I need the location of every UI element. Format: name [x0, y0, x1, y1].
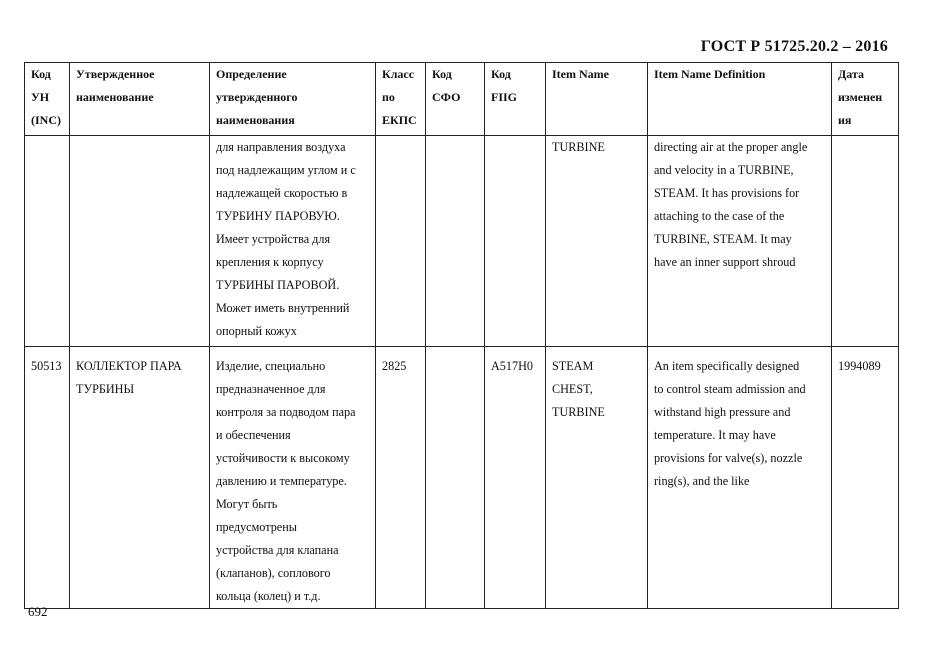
table-header-row	[25, 63, 899, 136]
col-header-item-name: Item Name	[546, 63, 648, 136]
cell-item-name: TURBINE	[546, 136, 648, 347]
col-header-fiig-code: Код FIIG	[485, 63, 546, 136]
col-header-change-date: Дата изменен ия	[832, 63, 899, 136]
cell-fiig-code	[485, 136, 546, 347]
cell-fiig-code: A517H0	[485, 347, 546, 609]
cell-inc	[25, 136, 70, 347]
document-header: ГОСТ Р 51725.20.2 – 2016	[700, 38, 888, 55]
cell-change-date	[832, 136, 899, 347]
cell-class-ekps	[376, 136, 426, 347]
cell-sfo-code	[426, 347, 485, 609]
cell-definition-ru: Изделие, специально предназначенное для контроля за подводом пара и обеспечения устойчивости к высокому давлению и температуре. Могут быть предусмотрены устройства для клапана (клапанов), соплового кольца (колец) и т.д.	[210, 347, 376, 609]
cell-approved-name	[70, 136, 210, 347]
col-header-approved-name: Утвержденное наименование	[70, 63, 210, 136]
page-number: 692	[28, 604, 48, 619]
col-header-class-ekps: Класс по ЕКПС	[376, 63, 426, 136]
table-row	[25, 136, 899, 347]
cell-item-name-definition: An item specifically designed to control steam admission and withstand high pressure and temperature. It may have provisions for valve(s), nozzle ring(s), and the like	[648, 347, 832, 609]
cell-change-date: 1994089	[832, 347, 899, 609]
cell-class-ekps: 2825	[376, 347, 426, 609]
catalog-table	[24, 62, 899, 609]
cell-definition-ru: для направления воздуха под надлежащим углом и с надлежащей скоростью в ТУРБИНУ ПАРОВУЮ. Имеет устройства для крепления к корпусу ТУРБИНЫ ПАРОВОЙ. Может иметь внутренний опорный кожух	[210, 136, 376, 347]
cell-item-name-definition: directing air at the proper angle and velocity in a TURBINE, STEAM. It has provisions for attaching to the case of the TURBINE, STEAM. It may have an inner support shroud	[648, 136, 832, 347]
col-header-inc: Код УН (INC)	[25, 63, 70, 136]
cell-item-name: STEAM CHEST, TURBINE	[546, 347, 648, 609]
cell-inc: 50513	[25, 347, 70, 609]
table-row	[25, 347, 899, 609]
col-header-item-name-definition: Item Name Definition	[648, 63, 832, 136]
col-header-sfo-code: Код СФО	[426, 63, 485, 136]
col-header-definition: Определение утвержденного наименования	[210, 63, 376, 136]
cell-approved-name: КОЛЛЕКТОР ПАРА ТУРБИНЫ	[70, 347, 210, 609]
cell-sfo-code	[426, 136, 485, 347]
